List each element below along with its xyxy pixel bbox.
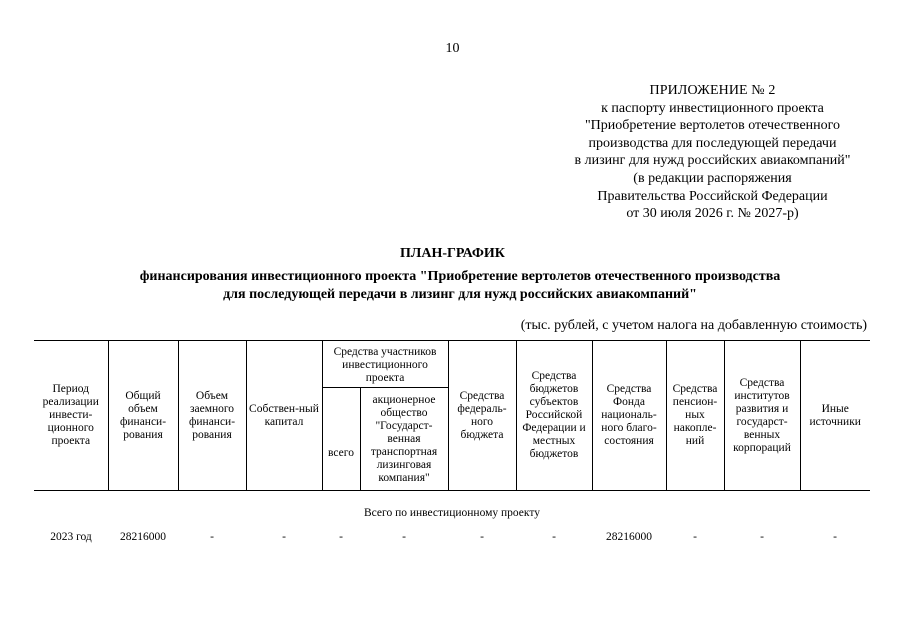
cell-participants-company: - (402, 531, 406, 543)
cell-participants-total: - (339, 531, 343, 543)
cell-period: 2023 год (50, 531, 92, 543)
page-number: 10 (445, 41, 460, 56)
cell-federal-budget: - (480, 531, 484, 543)
appendix-block (545, 82, 880, 223)
appendix-title: ПРИЛОЖЕНИЕ № 2 (649, 83, 776, 98)
header-own-capital: Собствен-ный капитал (246, 341, 322, 491)
appendix-line: Правительства Российской Федерации (597, 188, 828, 204)
appendix-line: от 30 июля 2026 г. № 2027-р) (626, 206, 799, 222)
cell-institutes: - (760, 531, 764, 543)
plan-subtitle (100, 268, 820, 304)
appendix-line: производства для последующей передачи (588, 135, 837, 151)
header-regional-budgets: Средства бюджетов субъектов Российской Федерации и местных бюджетов (516, 341, 592, 491)
appendix-line: "Приобретение вертолетов отечественного (584, 118, 841, 134)
plan-subtitle-line: финансирования инвестиционного проекта "Приобретение вертолетов отечественного производства (139, 269, 781, 284)
header-participants-group: Средства участников инвестиционного проекта (322, 341, 448, 388)
cell-loan: - (210, 531, 214, 543)
header-period: Период реализации инвести-ционного проекта (34, 341, 108, 491)
header-pension: Средства пенсион-ных накопле-ний (666, 341, 724, 491)
header-loan: Объем заемного финанси-рования (178, 341, 246, 491)
header-federal-budget: Средства федераль-ного бюджета (448, 341, 516, 491)
header-participants-company: акционерное общество "Государст-венная транспортная лизинговая компания" (360, 388, 448, 491)
plan-title: ПЛАН-ГРАФИК (400, 246, 505, 261)
header-other: Иные источники (800, 341, 870, 491)
cell-other: - (833, 531, 837, 543)
appendix-line: к паспорту инвестиционного проекта (601, 100, 824, 116)
cell-total: 28216000 (120, 531, 166, 543)
plan-subtitle-line: для последующей передачи в лизинг для нужд российских авиакомпаний" (223, 287, 697, 302)
cell-pension: - (693, 531, 697, 543)
cell-own-capital: - (282, 531, 286, 543)
units-note: (тыс. рублей, с учетом налога на добавленную стоимость) (520, 318, 867, 333)
cell-nwf: 28216000 (606, 531, 652, 543)
header-participants-total: всего (322, 388, 360, 491)
header-total: Общий объем финанси-рования (108, 341, 178, 491)
appendix-line: в лизинг для нужд российских авиакомпаний" (574, 153, 851, 169)
cell-regional-budgets: - (552, 531, 556, 543)
section-label: Всего по инвестиционному проекту (364, 506, 540, 519)
table-row (34, 523, 870, 545)
appendix-line: (в редакции распоряжения (633, 170, 792, 186)
header-institutes: Средства институтов развития и государст-венных корпораций (724, 341, 800, 491)
header-nwf: Средства Фонда националь-ного благо-состояния (592, 341, 666, 491)
financing-table (34, 340, 870, 545)
